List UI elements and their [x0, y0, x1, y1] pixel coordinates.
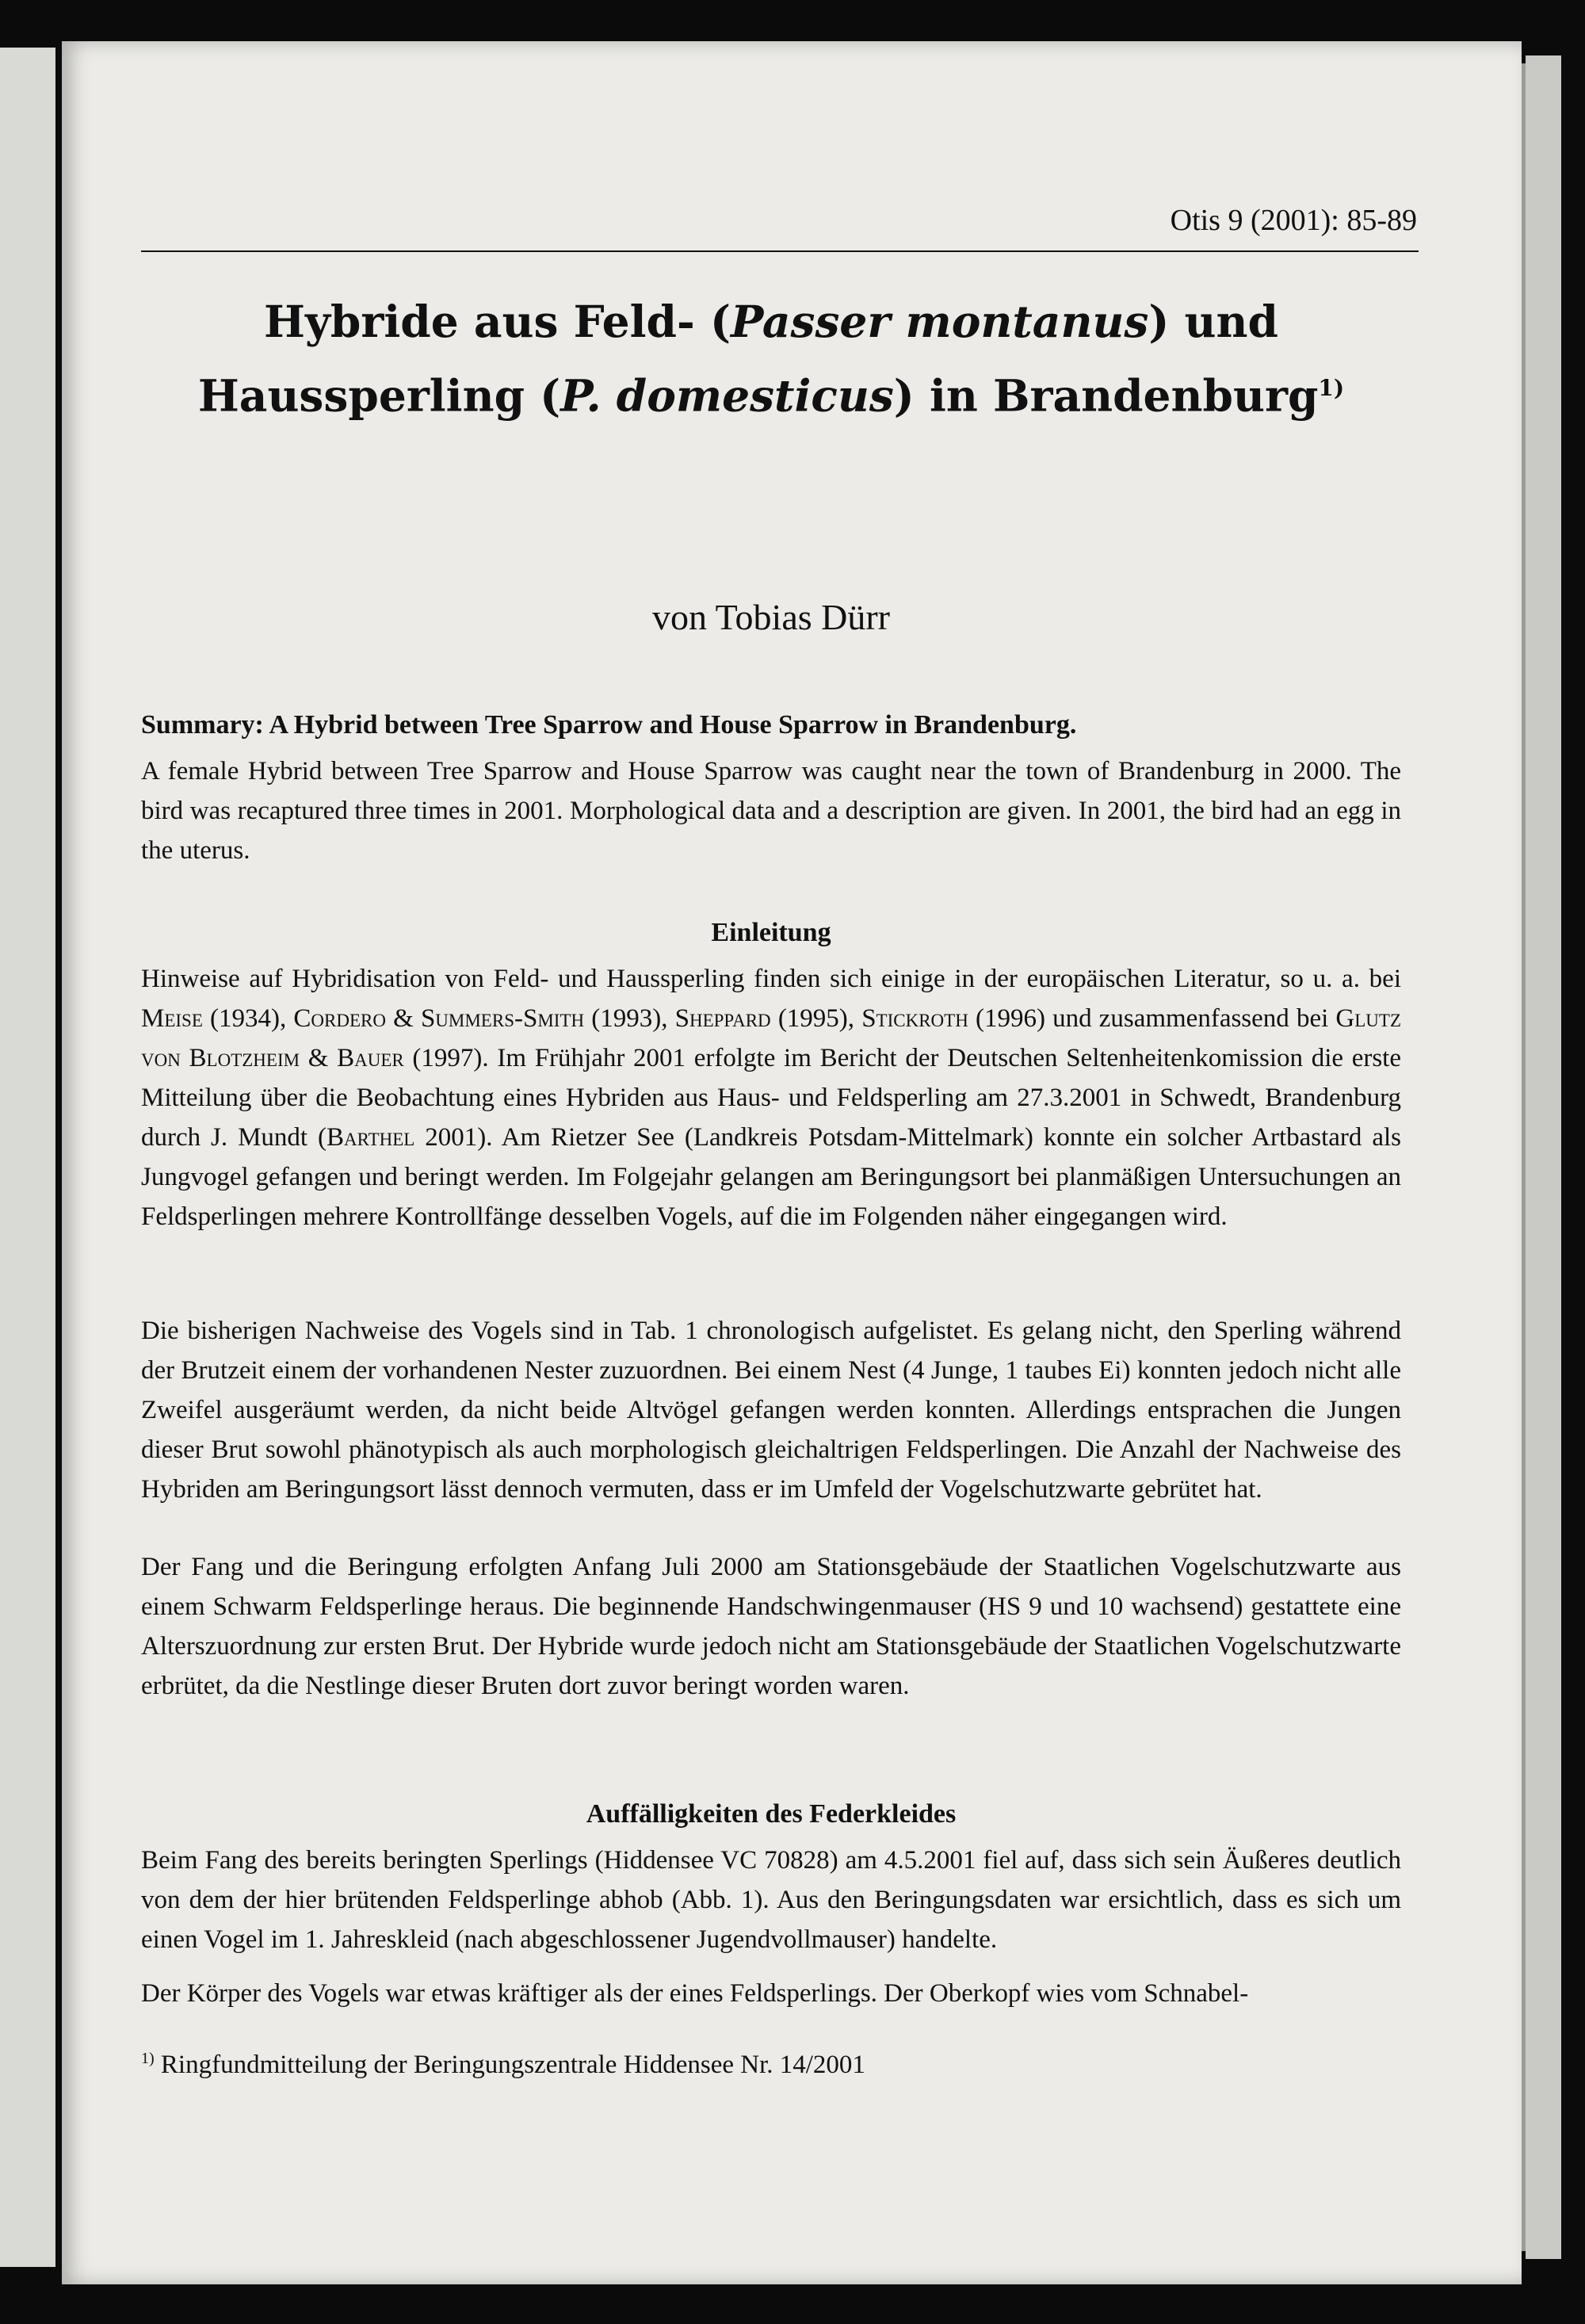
summary-text: A female Hybrid between Tree Sparrow and House Sparrow was caught near the town of Brandenburg in 2000. The bird was recaptured three times in 2001. Morphological data and a description are given. In 2001, the bird had an egg in the uterus. [141, 757, 1401, 865]
title-line-1: Hybride aus Feld- (Passer montanus) und [264, 296, 1278, 347]
footnote-mark: 1) [141, 2050, 155, 2067]
author-citation: Meise [141, 1004, 203, 1033]
running-head: Otis 9 (2001): 85-89 [1170, 204, 1417, 237]
author-line: von Tobias Dürr [651, 597, 890, 637]
paragraph-federkleid-1: Beim Fang des bereits beringten Sperlings (Hiddensee VC 70828) am 4.5.2001 fiel auf, dass sich sein Äußeres deutlich von dem der hier brütenden Feldsperlinge abhob (Abb. 1). Aus den Beringungsdaten war ersichtlich, dass es sich um einen Vogel im 1. Jahreskleid (nach abgeschlossener Jugendvollmauser) handelte. [141, 1846, 1401, 1954]
title-line-2: Haussperling (P. domesticus) in Brandenburg$^{1)}$ [197, 369, 1345, 422]
author-citation: Barthel [327, 1123, 415, 1152]
footnote [141, 2050, 1401, 2080]
species-name: P. domesticus [560, 369, 894, 422]
header-rule [141, 250, 1419, 252]
species-name: Passer montanus [730, 296, 1149, 347]
article-title [141, 289, 1401, 429]
title-footnote-mark: 1) [1318, 375, 1345, 401]
section-heading-einleitung: Einleitung [711, 918, 831, 947]
paragraph-federkleid-2: Der Körper des Vogels war etwas kräftiger als der eines Feldsperlings. Der Oberkopf wies vom Schnabel- [141, 1979, 1249, 2008]
author-citation: Sheppard [674, 1004, 771, 1033]
author-citation: Glutz von Blotzheim & Bauer [141, 1004, 1401, 1072]
author-citation: Cordero & Summers-Smith [293, 1004, 585, 1033]
section-heading-federkleid: Auffälligkeiten des Federkleides [586, 1799, 957, 1829]
page-content [141, 41, 1417, 2284]
page-stack-edge [1526, 55, 1561, 2259]
paragraph-einleitung-1: Hinweise auf Hybridisation von Feld- und Haussperling finden sich einige in der europäischen Literatur, so u. a. bei Meise (1934), Cordero & Summers-Smith (1993), Sheppard (1995), Stickroth (1996) und zusammenfassend bei Glutz von Blotzheim & Bauer (1997). Im Frühjahr 2001 erfolgte im Bericht der Deutschen Seltenheitenkomission die erste Mitteilung über die Beobachtung eines Hybriden aus Haus- und Feldsperling am 27.3.2001 in Schwedt, Brandenburg durch J. Mundt (Barthel 2001). Am Rietzer See (Landkreis Potsdam-Mittelmark) konnte ein solcher Artbastard als Jungvogel gefangen und beringt werden. Im Folgejahr gelangen am Beringungsort bei planmäßigen Untersuchungen an Feldsperlingen mehrere Kontrollfänge desselben Vogels, auf die im Folgenden näher eingegangen wird. [141, 965, 1401, 1231]
author-citation: Stickroth [861, 1004, 968, 1033]
footnote-text: Ringfundmitteilung der Beringungszentrale Hiddensee Nr. 14/2001 [154, 2051, 865, 2079]
paragraph-einleitung-3: Der Fang und die Beringung erfolgten Anfang Juli 2000 am Stationsgebäude der Staatlichen Vogelschutzwarte aus einem Schwarm Feldsperlinge heraus. Die beginnende Handschwingenmauser (HS 9 und 10 wachsend) gestattete eine Alterszuordnung zur ersten Brut. Der Hybride wurde jedoch nicht am Stationsgebäude der Staatlichen Vogelschutzwarte erbrütet, da die Nestlinge dieser Bruten dort zuvor beringt worden waren. [141, 1553, 1401, 1700]
previous-page-edge [0, 48, 55, 2267]
journal-page [62, 41, 1522, 2284]
paragraph-einleitung-2: Die bisherigen Nachweise des Vogels sind in Tab. 1 chronologisch aufgelistet. Es gelang nicht, den Sperling während der Brutzeit einem der vorhandenen Nester zuzuordnen. Bei einem Nest (4 Junge, 1 taubes Ei) konnten jedoch nicht alle Zweifel ausgeräumt werden, da nicht beide Altvögel gefangen werden konnten. Allerdings entsprachen die Jungen dieser Brut sowohl phänotypisch als auch morphologisch gleichaltrigen Feldsperlingen. Die Anzahl der Nachweise des Hybriden am Beringungsort lässt dennoch vermuten, dass er im Umfeld der Vogelschutzwarte gebrütet hat. [141, 1317, 1401, 1504]
summary-heading: Summary: A Hybrid between Tree Sparrow and House Sparrow in Brandenburg. [141, 710, 1077, 740]
